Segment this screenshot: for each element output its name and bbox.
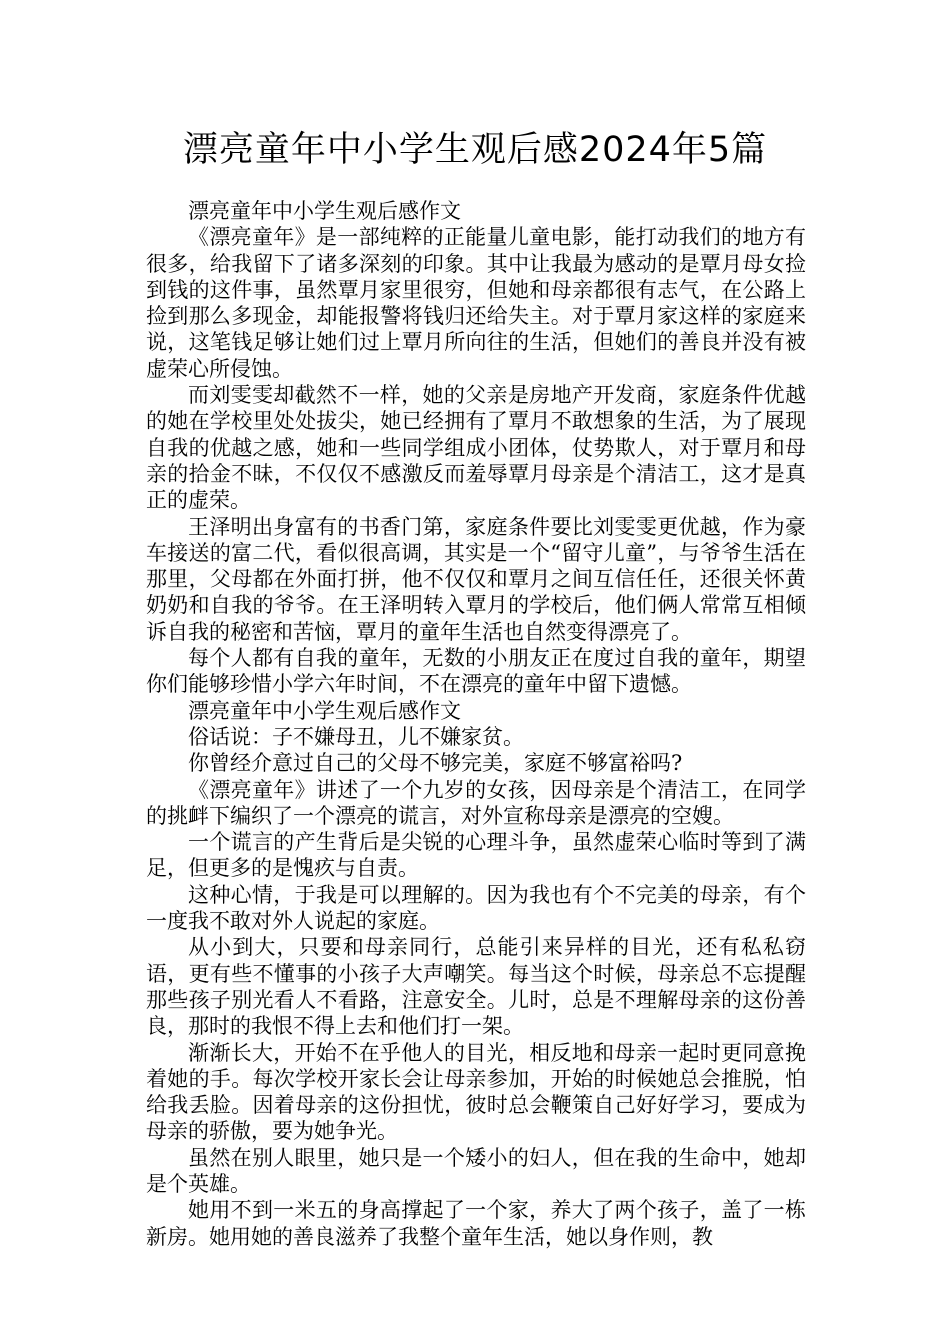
paragraph: 她用不到一米五的身高撑起了一个家，养大了两个孩子，盖了一栋新房。她用她的善良滋养了我整个童年生活，她以身作则，教	[146, 1198, 806, 1249]
paragraph: 渐渐长大，开始不在乎他人的目光，相反地和母亲一起时更同意挽着她的手。每次学校开家长会让母亲参加，开始的时候她总会推脱，怕给我丢脸。因着母亲的这份担忧，彼时总会鞭策自己好好学习，要成为母亲的骄傲，要为她争光。	[146, 1040, 806, 1144]
paragraph: 一个谎言的产生背后是尖锐的心理斗争，虽然虚荣心临时等到了满足，但更多的是愧疚与自责。	[146, 830, 806, 881]
paragraph: 虽然在别人眼里，她只是一个矮小的妇人，但在我的生命中，她却是个英雄。	[146, 1145, 806, 1196]
paragraph: 而刘雯雯却截然不一样，她的父亲是房地产开发商，家庭条件优越的她在学校里处处拔尖，她已经拥有了覃月不敢想象的生活，为了展现自我的优越之感，她和一些同学组成小团体，仗势欺人，对于覃月和母亲的拾金不昧，不仅仅不感激反而羞辱覃月母亲是个清洁工，这才是真正的虚荣。	[146, 383, 806, 513]
paragraph: 漂亮童年中小学生观后感作文	[188, 698, 461, 723]
paragraph: 俗话说：子不嫌母丑，儿不嫌家贫。	[188, 724, 524, 749]
paragraph: 每个人都有自我的童年，无数的小朋友正在度过自我的童年，期望你们能够珍惜小学六年时间，不在漂亮的童年中留下遗憾。	[146, 646, 806, 697]
paragraph: 《漂亮童年》讲述了一个九岁的女孩，因母亲是个清洁工，在同学的挑衅下编织了一个漂亮的谎言，对外宣称母亲是漂亮的空嫂。	[146, 777, 806, 828]
paragraph: 漂亮童年中小学生观后感作文	[188, 199, 461, 223]
paragraph: 从小到大，只要和母亲同行，总能引来异样的目光，还有私私窃语，更有些不懂事的小孩子大声嘲笑。每当这个时候，母亲总不忘提醒那些孩子别光看人不看路，注意安全。儿时，总是不理解母亲的这份善良，那时的我恨不得上去和他们打一架。	[146, 935, 806, 1039]
paragraph: 这种心情，于我是可以理解的。因为我也有个不完美的母亲，有个一度我不敢对外人说起的家庭。	[146, 882, 806, 934]
paragraph: 王泽明出身富有的书香门第，家庭条件要比刘雯雯更优越，作为豪车接送的富二代，看似很高调，其实是一个“留守儿童”，与爷爷生活在那里，父母都在外面打拼，他不仅仅和覃月之间互信任任，还很关怀黄奶奶和自我的爷爷。在王泽明转入覃月的学校后，他们俩人常常互相倾诉自我的秘密和苦恼，覃月的童年生活也自然变得漂亮了。	[146, 514, 806, 644]
document-title: 漂亮童年中小学生观后感2024年5篇	[182, 130, 768, 170]
paragraph: 你曾经介意过自己的父母不够完美，家庭不够富裕吗?	[188, 751, 683, 776]
document-body	[146, 198, 806, 1250]
paragraph: 《漂亮童年》是一部纯粹的正能量儿童电影，能打动我们的地方有很多，给我留下了诸多深刻的印象。其中让我最为感动的是覃月母女捡到钱的这件事，虽然覃月家里很穷，但她和母亲都很有志气，在公路上捡到那么多现金，却能报警将钱归还给失主。对于覃月家这样的家庭来说，这笔钱足够让她们过上覃月所向往的生活，但她们的善良并没有被虚荣心所侵蚀。	[146, 225, 806, 381]
